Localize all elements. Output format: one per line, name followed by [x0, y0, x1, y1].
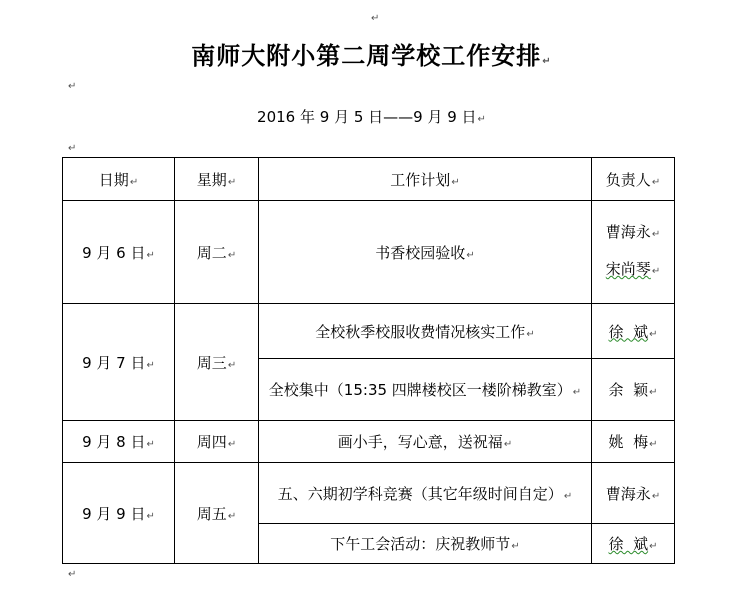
header-plan: 工作计划↵: [259, 158, 592, 201]
paragraph-mark: ↵: [371, 13, 380, 24]
weekday-cell: 周二↵: [175, 201, 259, 304]
plan-cell: 全校集中（15:35 四牌楼校区一楼阶梯教室）↵: [259, 359, 592, 421]
header-date: 日期↵: [63, 158, 175, 201]
table-row: [63, 421, 675, 463]
table-row: [63, 304, 675, 359]
table-header-row: [63, 158, 675, 201]
paragraph-mark: ↵: [477, 114, 486, 125]
plan-cell: 全校秋季校服收费情况核实工作↵: [259, 304, 592, 359]
paragraph-mark: ↵: [68, 143, 77, 154]
date-cell: 9 月 6 日↵: [63, 201, 175, 304]
person-cell: 徐 斌↵: [592, 304, 675, 359]
date-range-text: 2016 年 9 月 5 日——9 月 9 日: [257, 108, 477, 126]
weekday-cell: 周五↵: [175, 463, 259, 564]
person-cell: 余 颖↵: [592, 359, 675, 421]
schedule-table: [62, 157, 675, 564]
paragraph-mark: ↵: [68, 569, 77, 580]
header-weekday: 星期↵: [175, 158, 259, 201]
table-row: [63, 463, 675, 524]
date-cell: 9 月 8 日↵: [63, 421, 175, 463]
title-text: 南师大附小第二周学校工作安排: [191, 42, 542, 70]
plan-cell: 画小手，写心意，送祝福↵: [259, 421, 592, 463]
page-title: [0, 36, 743, 71]
paragraph-mark: ↵: [542, 56, 552, 67]
weekday-cell: 周四↵: [175, 421, 259, 463]
person-name: 宋尚琴↵: [605, 260, 661, 278]
date-range: [0, 106, 743, 127]
plan-cell: 书香校园验收↵: [259, 201, 592, 304]
person-cell: [592, 201, 675, 304]
person-cell: 姚 梅↵: [592, 421, 675, 463]
date-cell: 9 月 9 日↵: [63, 463, 175, 564]
plan-cell: 五、六期初学科竞赛（其它年级时间自定）↵: [259, 463, 592, 524]
person-cell: 曹海永↵: [592, 463, 675, 524]
person-cell: 徐 斌↵: [592, 524, 675, 564]
table-row: [63, 201, 675, 304]
paragraph-mark: ↵: [68, 81, 77, 92]
plan-cell: 下午工会活动：庆祝教师节↵: [259, 524, 592, 564]
weekday-cell: 周三↵: [175, 304, 259, 421]
date-cell: 9 月 7 日↵: [63, 304, 175, 421]
person-name: 曹海永↵: [605, 223, 661, 241]
header-person: 负责人↵: [592, 158, 675, 201]
